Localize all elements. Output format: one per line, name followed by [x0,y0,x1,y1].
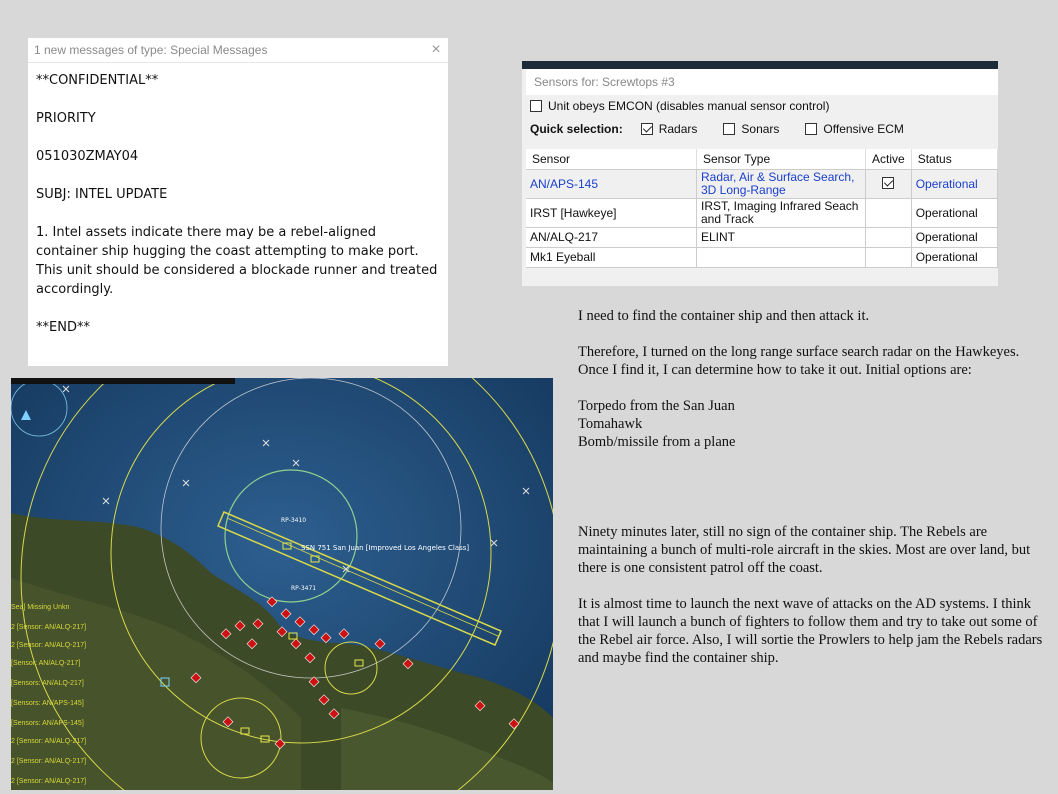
rp-label: RP-3410 [281,517,307,524]
contact-list-item[interactable]: 2 [Sensor: AN/ALQ-217] [11,758,87,765]
message-line: 1. Intel assets indicate there may be a rebel-aligned container ship hugging the coast attempting to make port. This unit should be considered a blockade runner and treated accordingly. [36,225,438,297]
message-line: **CONFIDENTIAL** [36,73,159,88]
note-paragraph: Therefore, I turned on the long range surface search radar on the Hawkeyes. Once I find it, I can determine how to take it out. Initial options are: [578,344,1020,378]
sensors-window-title: Sensors for: Screwtops #3 [526,69,998,95]
contact-list-item[interactable]: 2 [Sensor: AN/ALQ-217] [11,738,87,745]
active-checkbox[interactable] [882,177,894,189]
radars-label: Radars [658,122,698,136]
option-item: Bomb/missile from a plane [578,434,736,450]
sensor-type: Radar, Air & Surface Search, 3D Long-Range [697,170,866,199]
rp-label: RP-3471 [291,585,317,592]
contact-list-item[interactable]: [Sensors: AN/APS-145] [11,720,84,727]
contact-list-item[interactable]: 2 [Sensor: AN/ALQ-217] [11,642,87,649]
contact-list-item[interactable]: [Sensor: AN/ALQ-217] [11,660,81,667]
quick-sonars[interactable] [723,122,779,136]
contact-list-item[interactable]: 2 [Sensor: AN/ALQ-217] [11,778,87,785]
message-line: **END** [36,320,90,335]
quick-radars[interactable] [641,122,698,136]
column-header-status[interactable]: Status [911,149,997,170]
message-line: PRIORITY [36,111,96,126]
contact-list-item[interactable]: 2 [Sensor: AN/ALQ-217] [11,624,87,631]
option-item: Tomahawk [578,416,643,432]
message-window-titlebar [28,38,448,63]
map-canvas[interactable] [11,378,553,790]
tactical-map[interactable] [11,378,553,790]
message-body [28,63,448,337]
sensor-name: Mk1 Eyeball [526,248,697,268]
sensor-type [697,248,866,268]
sensor-type: IRST, Imaging Infrared Seach and Track [697,199,866,228]
offensive-ecm-label: Offensive ECM [823,122,904,136]
message-window-title: 1 new messages of type: Special Messages [34,43,268,57]
sensor-type: ELINT [697,228,866,248]
table-row[interactable] [526,248,998,268]
quick-selection-label: Quick selection: [530,122,623,136]
close-icon[interactable]: × [431,41,441,58]
emcon-checkbox[interactable] [530,100,542,112]
active-cell[interactable] [866,199,912,228]
contact-list-item[interactable]: [Sensors: AN/ALQ-217] [11,680,84,687]
contact-list-item[interactable]: [Sensors: AN/APS-145] [11,700,84,707]
weather-strip [522,61,998,69]
table-row[interactable] [526,199,998,228]
sensor-status: Operational [911,248,997,268]
active-cell[interactable] [866,228,912,248]
active-cell[interactable] [866,170,912,199]
message-line: 051030ZMAY04 [36,149,139,164]
radars-checkbox[interactable] [641,123,653,135]
option-item: Torpedo from the San Juan [578,398,735,414]
note-paragraph: I need to find the container ship and then attack it. [578,308,870,324]
message-window [28,38,448,366]
active-cell[interactable] [866,248,912,268]
note-paragraph: It is almost time to launch the next wave of attacks on the AD systems. I think that I will launch a bunch of fighters to follow them and try to take out some of the Rebel air force. Also, I will sortie the Prowlers to help jam the Rebels radars and maybe find the container ship. [578,596,1043,666]
sensor-name: IRST [Hawkeye] [526,199,697,228]
column-header-sensor[interactable]: Sensor [526,149,697,170]
note-paragraph: Ninety minutes later, still no sign of the container ship. The Rebels are maintaining a bunch of multi-role aircraft in the skies. Most are over land, but there is one consistent patrol off the coast. [578,524,1031,576]
sensor-status: Operational [911,199,997,228]
contact-list-item[interactable]: Sea] Missing Unkn [11,604,70,611]
sensors-window [522,61,998,286]
sensor-status: Operational [911,170,997,199]
sensor-name: AN/APS-145 [526,170,697,199]
sensor-status: Operational [911,228,997,248]
narrative-text [578,307,1048,667]
sonars-checkbox[interactable] [723,123,735,135]
contact-list [11,514,85,790]
unit-label: SSN 751 San Juan [Improved Los Angeles Class] [301,544,470,552]
quick-selection-row [526,117,998,141]
sonars-label: Sonars [741,122,780,136]
quick-offensive-ecm[interactable] [805,122,903,136]
column-header-sensor-type[interactable]: Sensor Type [697,149,866,170]
sensor-name: AN/ALQ-217 [526,228,697,248]
table-row[interactable] [526,170,998,199]
column-header-active[interactable]: Active [866,149,912,170]
message-line: SUBJ: INTEL UPDATE [36,187,168,202]
table-row[interactable] [526,228,998,248]
offensive-ecm-checkbox[interactable] [805,123,817,135]
emcon-row[interactable] [526,95,998,117]
sensors-table [526,149,998,268]
emcon-label: Unit obeys EMCON (disables manual sensor control) [548,99,830,113]
weather-bar [11,378,235,384]
sensors-panel [526,69,998,286]
